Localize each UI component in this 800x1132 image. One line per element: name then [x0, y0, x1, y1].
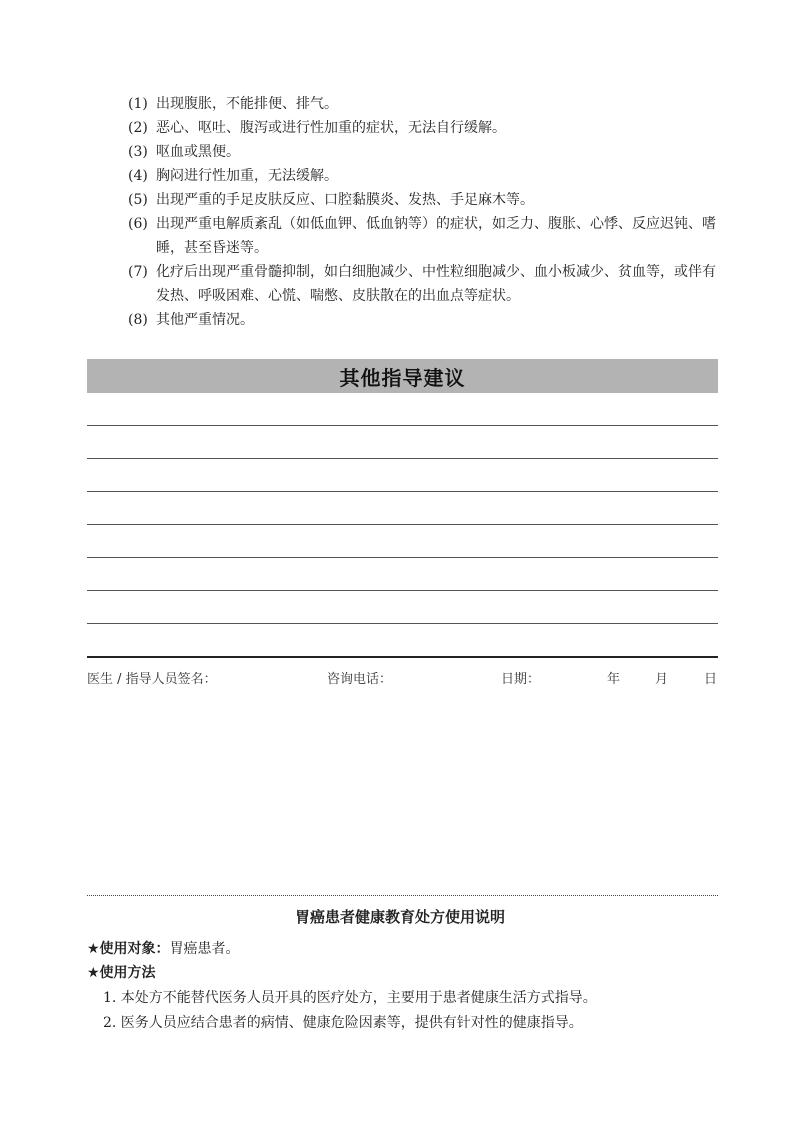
month-label: 月 [655, 672, 669, 687]
instructions-title: 胃癌患者健康教育处方使用说明 [294, 908, 505, 926]
usage-method-label: ★使用方法 [87, 965, 156, 981]
list-item-text: 恶心、呕吐、腹泻或进行性加重的症状，无法自行缓解。 [156, 120, 506, 136]
list-item-text: 呕血或黑便。 [156, 144, 240, 160]
writing-line [87, 425, 718, 426]
list-item-number: (5) [128, 192, 148, 208]
list-item [128, 308, 728, 332]
section-header-bar [87, 359, 718, 393]
signature-row [87, 668, 718, 688]
list-item [128, 92, 728, 116]
writing-line [87, 590, 718, 591]
list-item [128, 188, 728, 212]
section-title: 其他指导建议 [339, 365, 466, 390]
list-item-number: (7) [128, 264, 148, 280]
instruction-item: 1. 本处方不能替代医务人员开具的医疗处方，主要用于患者健康生活方式指导。 [103, 990, 597, 1006]
list-item [128, 260, 728, 308]
writing-line [87, 491, 718, 492]
writing-line [87, 524, 718, 525]
list-item-number: (8) [128, 312, 148, 328]
signature-divider [87, 656, 718, 658]
list-item [128, 212, 728, 260]
list-item-text: 化疗后出现严重骨髓抑制，如白细胞减少、中性粒细胞减少、血小板减少、贫血等，或伴有发热、呼吸困难、心慌、喘憋、皮肤散在的出血点等症状。 [156, 264, 716, 304]
year-label: 年 [607, 672, 621, 687]
list-item-text: 出现严重的手足皮肤反应、口腔黏膜炎、发热、手足麻木等。 [156, 192, 534, 208]
doctor-signature-label: 医生 / 指导人员签名： [87, 672, 217, 687]
list-item-number: (3) [128, 144, 148, 160]
list-item-text: 其他严重情况。 [156, 312, 254, 328]
symptom-list [128, 92, 728, 332]
list-item [128, 140, 728, 164]
usage-target-value: 胃癌患者。 [169, 941, 240, 957]
list-item-text: 胸闷进行性加重，无法缓解。 [156, 168, 338, 184]
date-label: 日期： [501, 672, 541, 687]
list-item [128, 116, 728, 140]
writing-line [87, 623, 718, 624]
instruction-item: 2. 医务人员应结合患者的病情、健康危险因素等，提供有针对性的健康指导。 [103, 1015, 583, 1031]
list-item-number: (6) [128, 216, 148, 232]
list-item [128, 164, 728, 188]
writing-line [87, 557, 718, 558]
list-item-number: (1) [128, 96, 148, 112]
usage-target-label: ★使用对象： [87, 941, 170, 957]
list-item-text: 出现腹胀，不能排便、排气。 [156, 96, 338, 112]
phone-label: 咨询电话： [327, 672, 393, 687]
writing-line [87, 458, 718, 459]
day-label: 日 [704, 672, 718, 687]
list-item-number: (2) [128, 120, 148, 136]
usage-target [87, 938, 240, 960]
list-item-text: 出现严重电解质紊乱（如低血钾、低血钠等）的症状，如乏力、腹胀、心悸、反应迟钝、嗜睡，甚至昏迷等。 [156, 216, 716, 256]
usage-method [87, 962, 156, 984]
list-item-number: (4) [128, 168, 148, 184]
dotted-divider [87, 895, 718, 896]
